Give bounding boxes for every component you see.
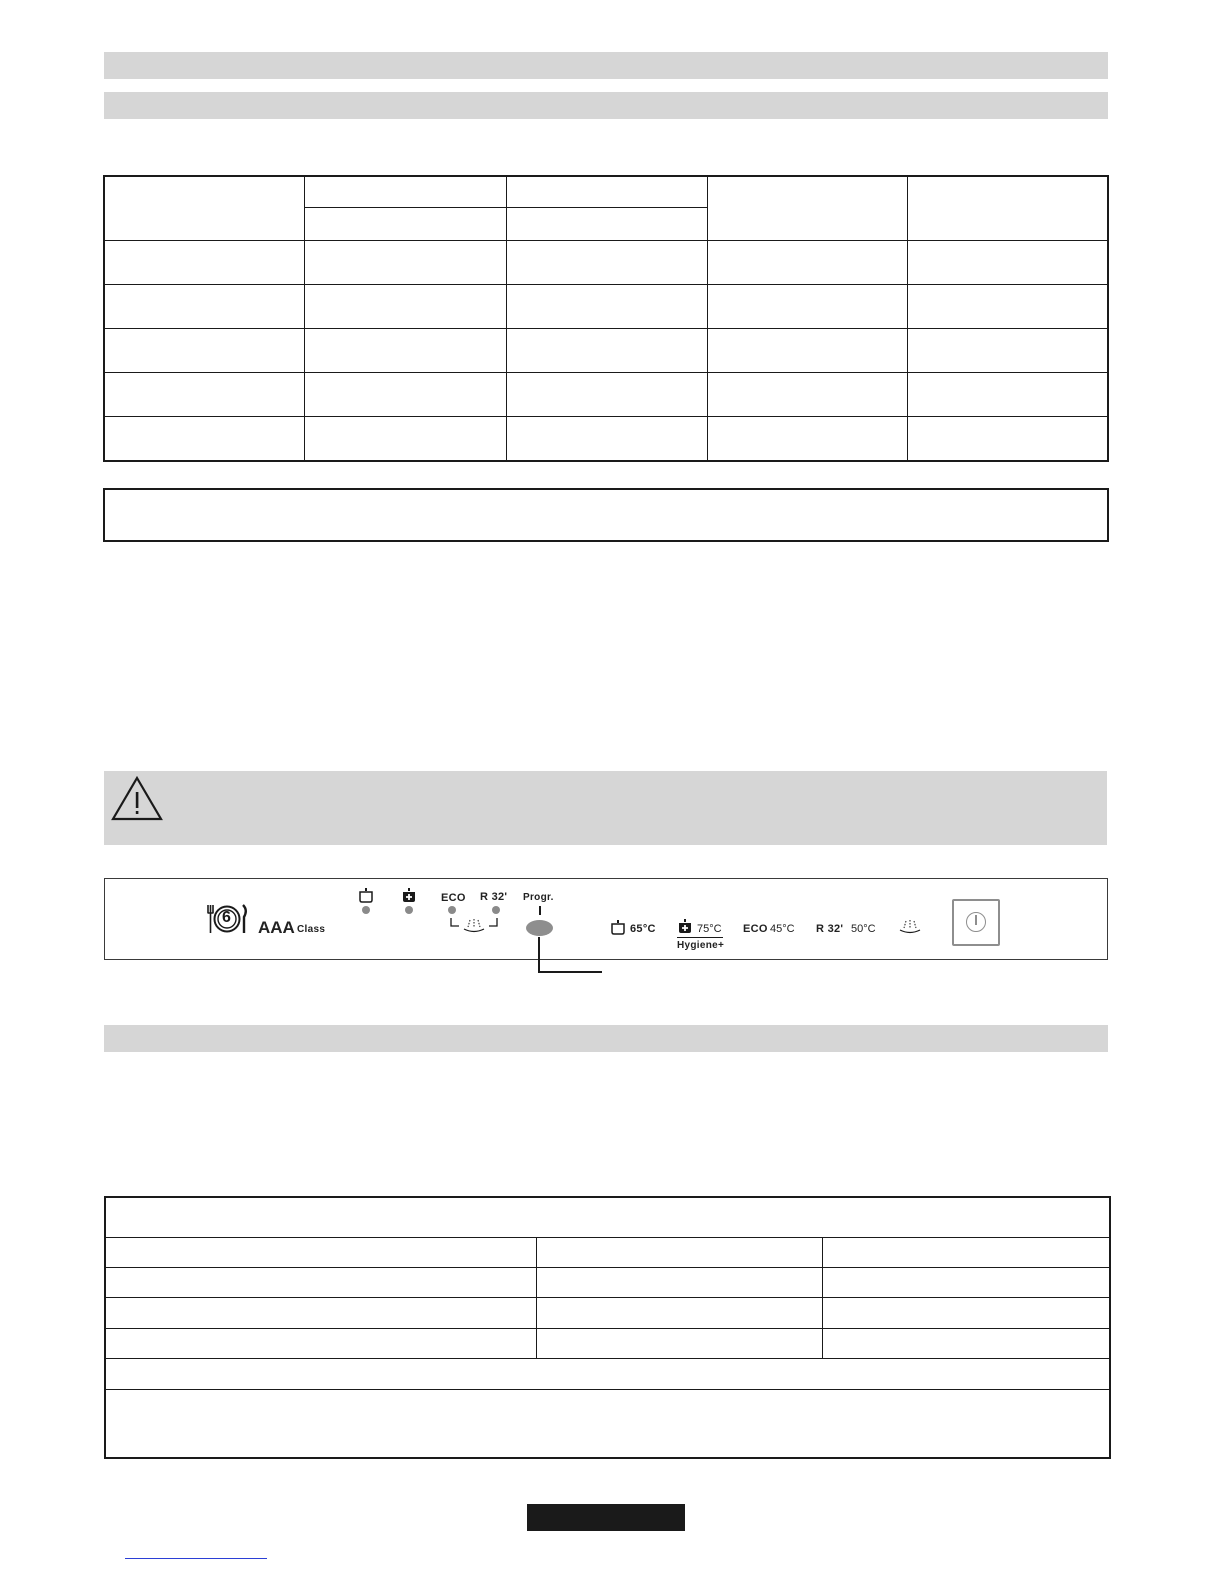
table-header-cell <box>506 207 707 240</box>
header-bar-2 <box>104 92 1108 119</box>
prog-eco-temp: 45°C <box>770 923 795 935</box>
warning-icon <box>108 773 164 823</box>
prog-rapid-label: R 32' <box>816 923 844 935</box>
prog-rapid-temp: 50°C <box>851 923 876 935</box>
technical-data-table <box>104 1196 1111 1459</box>
table-header-cell <box>304 176 506 207</box>
table-row <box>105 1298 1110 1328</box>
warning-box <box>104 771 1107 845</box>
table-row <box>104 240 1108 284</box>
table-row <box>105 1197 1110 1237</box>
table-row <box>105 1358 1110 1389</box>
prog-hygiene-icon <box>677 918 693 934</box>
header-bar-1 <box>104 52 1108 79</box>
programme-table <box>103 175 1109 462</box>
table-header-cell <box>506 176 707 207</box>
intensive-pot-icon <box>358 887 374 903</box>
indicator-rapid-label: R 32' <box>480 891 508 903</box>
table-row <box>104 328 1108 372</box>
capacity-number: 6 <box>222 909 231 926</box>
page-number-tab <box>527 1504 685 1531</box>
energy-rating: AAA <box>258 918 295 937</box>
table-row <box>104 416 1108 461</box>
led-intensive <box>362 906 370 914</box>
section-bar <box>104 1025 1108 1052</box>
power-button[interactable] <box>952 899 1000 946</box>
table-header-cell <box>304 207 506 240</box>
prog-hygiene-label: Hygiene+ <box>677 940 725 951</box>
hygiene-underline <box>677 937 723 938</box>
prog-intensive-icon <box>610 919 626 935</box>
table-row <box>105 1328 1110 1358</box>
table-row <box>105 1237 1110 1267</box>
table-row <box>104 284 1108 328</box>
footer-link-underline[interactable] <box>125 1558 267 1559</box>
program-button-leader-vertical <box>538 937 540 972</box>
program-button[interactable] <box>526 920 553 936</box>
prog-prewash-icon <box>899 919 921 935</box>
table-header-cell <box>907 176 1108 240</box>
table-header-cell <box>707 176 907 240</box>
program-button-label: Progr. <box>523 892 554 903</box>
led-rapid <box>492 906 500 914</box>
note-box <box>103 488 1109 542</box>
table-row <box>105 1390 1110 1458</box>
prog-eco-label: ECO <box>743 923 768 935</box>
prewash-bracket-icon <box>450 916 498 934</box>
indicator-eco-label: ECO <box>441 892 466 904</box>
hygiene-pot-icon <box>401 887 417 903</box>
prog-intensive-temp: 65°C <box>630 923 656 935</box>
table-row <box>104 372 1108 416</box>
led-eco <box>448 906 456 914</box>
program-button-leader-horizontal <box>538 971 602 973</box>
led-hygiene <box>405 906 413 914</box>
prog-hygiene-temp: 75°C <box>697 923 722 935</box>
control-panel-diagram <box>104 878 1108 960</box>
table-header-cell <box>104 176 304 240</box>
table-row <box>105 1268 1110 1298</box>
energy-class-label: Class <box>297 924 326 935</box>
progr-tick <box>539 906 541 915</box>
